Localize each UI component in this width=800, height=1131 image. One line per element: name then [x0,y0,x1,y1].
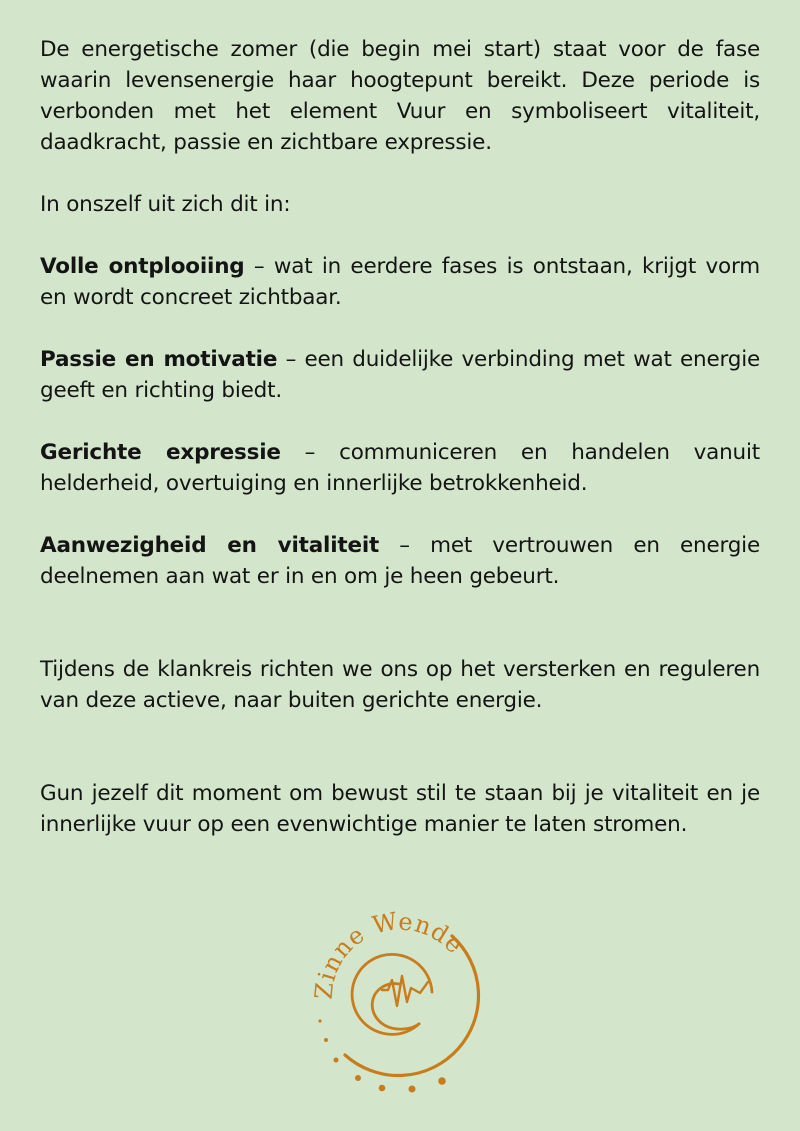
closing-paragraph-1: Tijdens de klankreis richten we ons op het versterken en reguleren van deze actieve, naar buiten gerichte energie. [40,657,760,713]
item-title: Gerichte expressie [40,440,281,465]
item-text: – communiceren en handelen vanuit helderheid, overtuiging en innerlijke betrokkenheid. [40,440,760,496]
item-text: – met vertrouwen en energie deelnemen aan wat er in en om je heen gebeurt. [40,533,760,589]
lead-paragraph: In onszelf uit zich dit in: [40,192,291,217]
list-item [40,437,760,499]
item-title: Volle ontplooiing [40,254,245,279]
svg-text:Zinne Wende: Zinne Wende [309,907,470,1001]
closing-paragraph-2: Gun jezelf dit moment om bewust stil te staan bij je vitaliteit en je innerlijke vuur op een evenwichtige manier te laten stromen. [40,781,760,837]
item-text: – wat in eerdere fases is ontstaan, krijgt vorm en wordt concreet zichtbaar. [40,254,760,310]
intro-paragraph: De energetische zomer (die begin mei start) staat voor de fase waarin levensenergie haar hoogtepunt bereikt. Deze periode is verbonden met het element Vuur en symboliseert vitaliteit, daadkracht, passie en zichtbare expressie. [40,37,760,155]
list-item [40,251,760,313]
item-title: Aanwezigheid en vitaliteit [40,533,380,558]
list-item [40,530,760,592]
document-body [40,34,760,840]
item-title: Passie en motivatie [40,347,278,372]
item-text: – een duidelijke verbinding met wat energie geeft en richting biedt. [40,347,760,403]
zinne-wende-logo-icon [300,900,500,1100]
list-item [40,344,760,406]
